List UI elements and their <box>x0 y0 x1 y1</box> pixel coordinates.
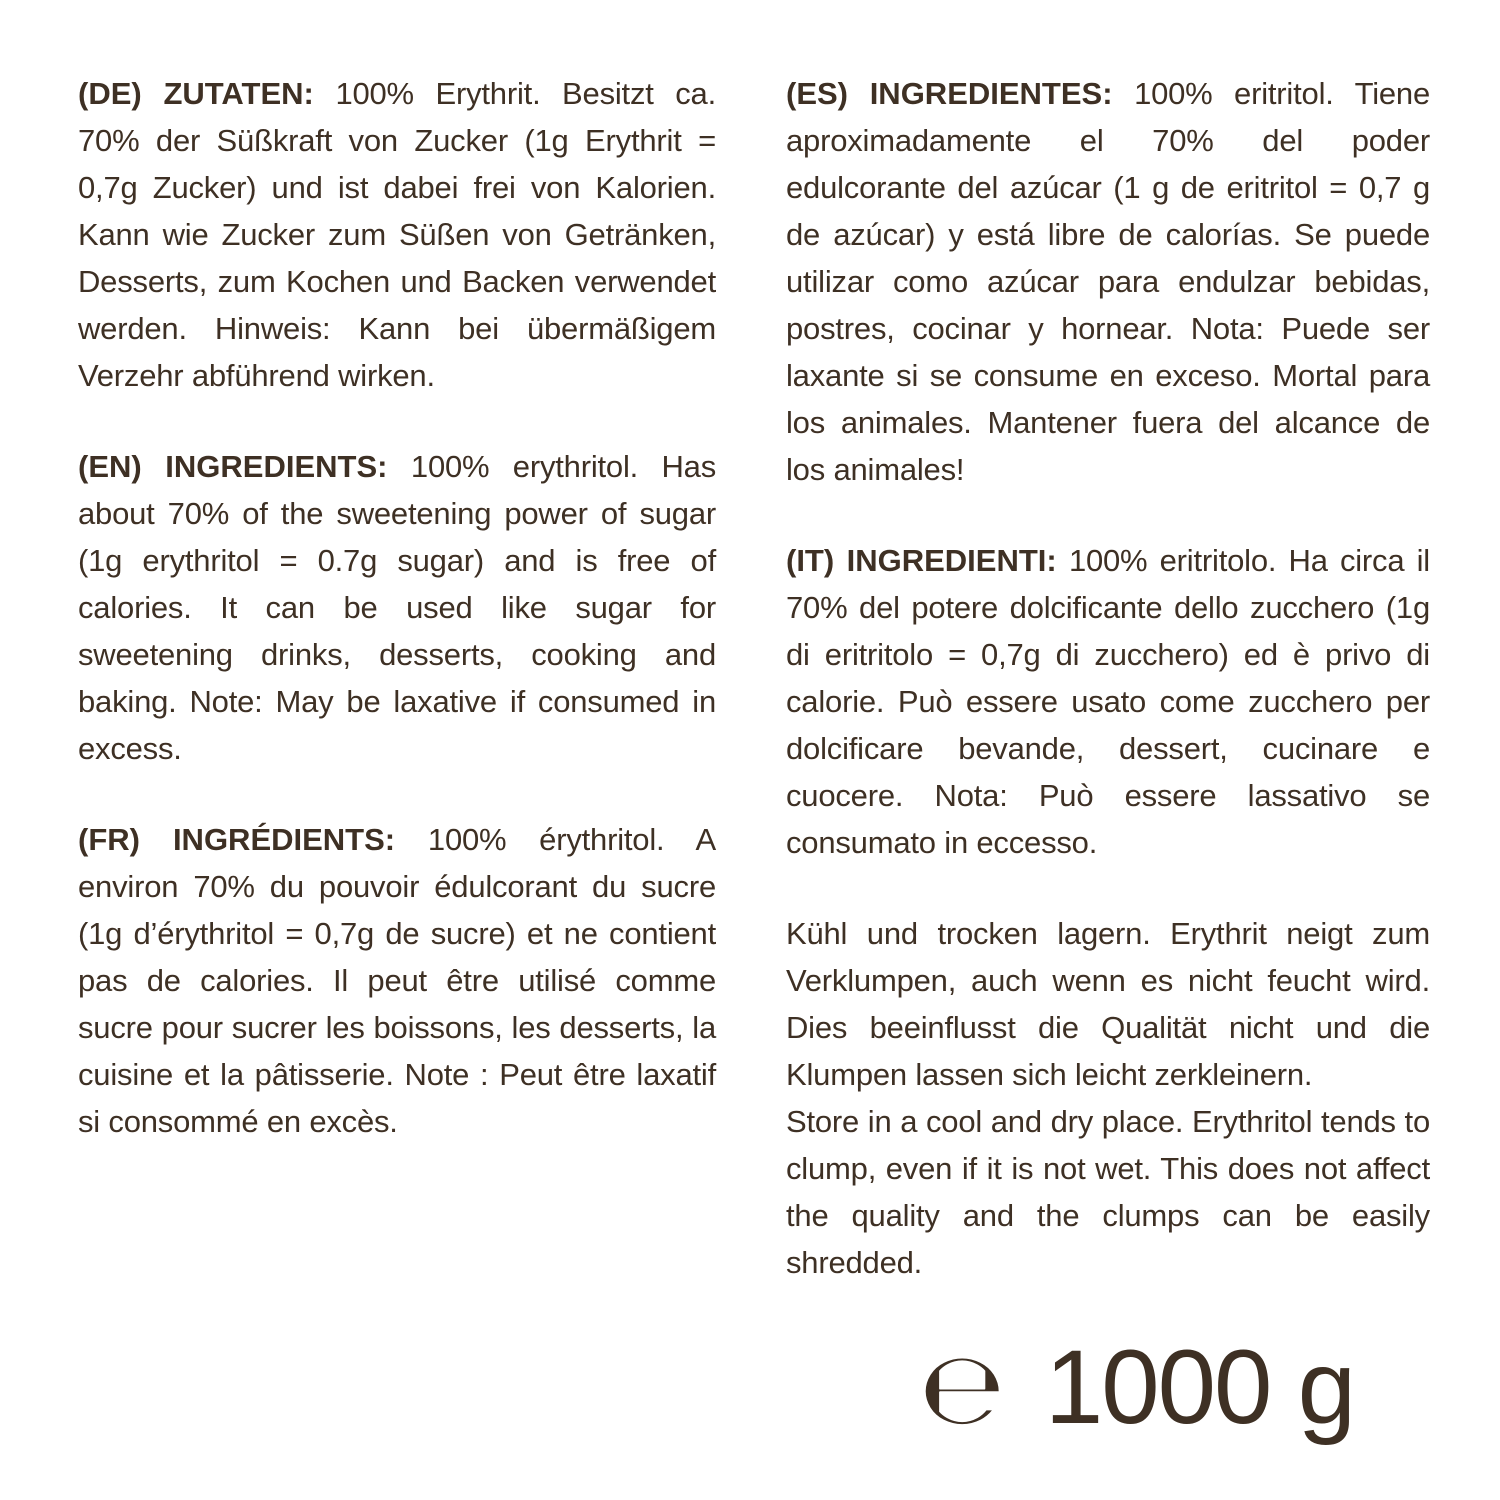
ingredients-paragraph-en <box>78 443 716 772</box>
estimated-sign: ℮ <box>919 1330 1003 1447</box>
net-quantity-value: 1000 g <box>1044 1329 1354 1446</box>
ingredients-heading-es: (ES) INGREDIENTES: <box>786 76 1113 111</box>
ingredients-heading-it: (IT) INGREDIENTI: <box>786 543 1057 578</box>
ingredients-body-fr: 100% érythritol. A environ 70% du pouvoir édulcorant du sucre (1g d’érythritol = 0,7g de sucre) et ne contient pas de calories. Il peut être utilisé comme sucre pour sucrer les boissons, les desserts, la cuisine et la pâtisserie. Note : Peut être laxatif si consommé en excès. <box>78 822 716 1139</box>
left-column <box>78 70 716 1189</box>
ingredients-paragraph-de <box>78 70 716 399</box>
ingredients-body-it: 100% eritritolo. Ha circa il 70% del potere dolcificante dello zucchero (1g di eritritolo = 0,7g di zucchero) ed è privo di calorie. Può essere usato come zucchero per dolcificare bevande, dessert, cucinare e cuocere. Nota: Può essere lassativo se consumato in eccesso. <box>786 543 1430 860</box>
ingredients-heading-fr: (FR) INGRÉDIENTS: <box>78 822 396 857</box>
ingredients-paragraph-fr <box>78 816 716 1145</box>
ingredients-body-es: 100% eritritol. Tiene aproximadamente el 70% del poder edulcorante del azúcar (1 g de eritritol = 0,7 g de azúcar) y está libre de calorías. Se puede utilizar como azúcar para endulzar bebidas, postres, cocinar y hornear. Nota: Puede ser laxante si se consume en exceso. Mortal para los animales. Mantener fuera del alcance de los animales! <box>786 76 1431 487</box>
storage-instructions <box>786 910 1430 1286</box>
storage-instructions-de: Kühl und trocken lagern. Erythrit neigt zum Verklumpen, auch wenn es nicht feucht wird. Dies beeinflusst die Qualität nicht und die Klumpen lassen sich leicht zerkleinern. <box>786 916 1430 1092</box>
ingredients-body-en: 100% erythritol. Has about 70% of the sweetening power of sugar (1g erythritol = 0.7g sugar) and is free of calories. It can be used like sugar for sweetening drinks, desserts, cooking and baking. Note: May be laxative if consumed in excess. <box>78 449 717 766</box>
ingredients-paragraph-it <box>786 537 1430 866</box>
right-column <box>786 70 1430 1286</box>
ingredients-heading-de: (DE) ZUTATEN: <box>78 76 314 111</box>
ingredients-heading-en: (EN) INGREDIENTS: <box>78 449 388 484</box>
storage-instructions-en: Store in a cool and dry place. Erythritol tends to clump, even if it is not wet. This does not affect the quality and the clumps can be easily shredded. <box>786 1104 1430 1280</box>
net-quantity <box>920 1330 1354 1446</box>
ingredients-body-de: 100% Erythrit. Besitzt ca. 70% der Süßkraft von Zucker (1g Erythrit = 0,7g Zucker) und ist dabei frei von Kalorien. Kann wie Zucker zum Süßen von Getränken, Desserts, zum Kochen und Backen verwendet werden. Hinweis: Kann bei übermäßigem Verzehr abführend wirken. <box>78 76 716 393</box>
ingredients-paragraph-es <box>786 70 1430 493</box>
